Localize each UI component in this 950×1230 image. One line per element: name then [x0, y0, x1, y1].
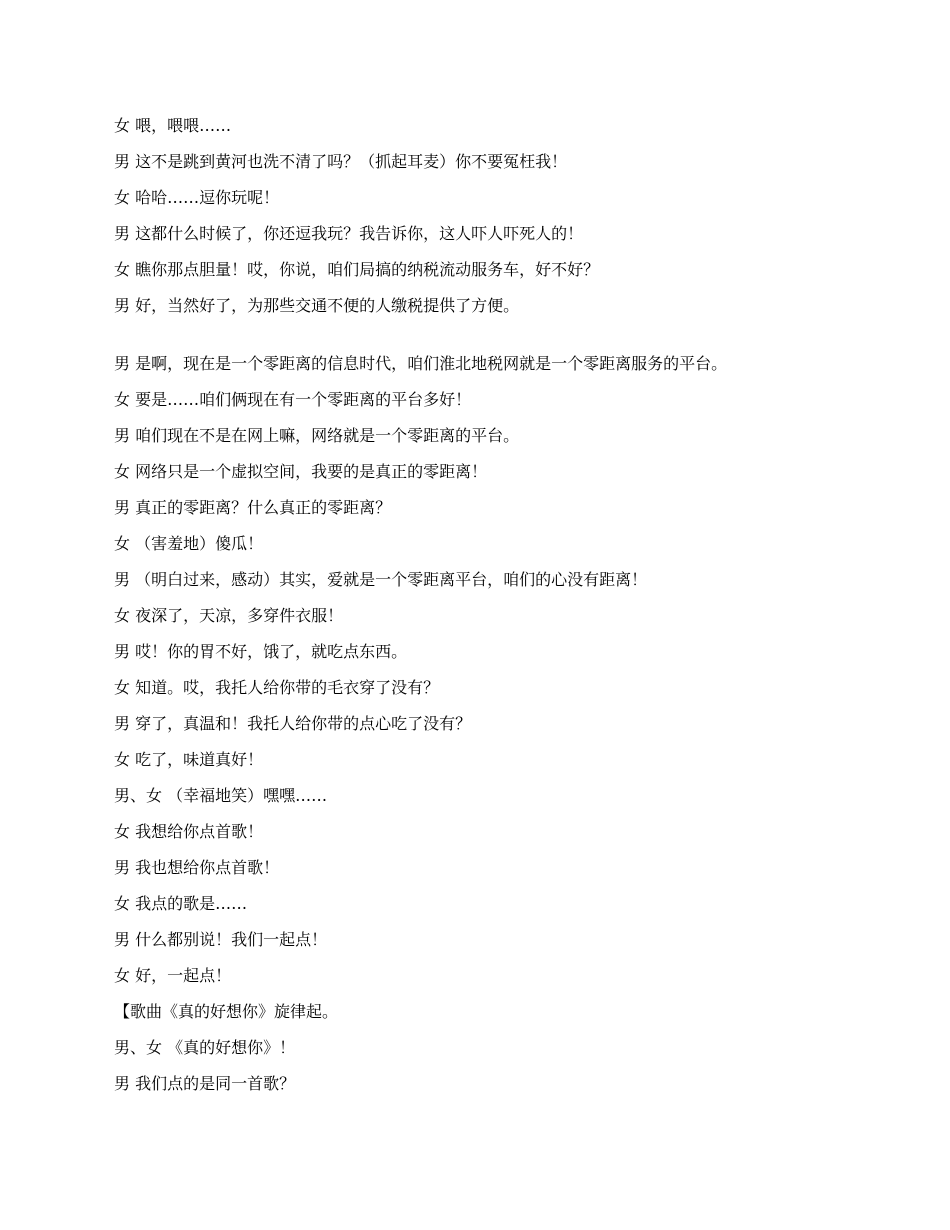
dialogue-line: 男 我也想给你点首歌！ — [114, 858, 280, 877]
dialogue-line: 女 喂，喂喂…… — [114, 116, 232, 135]
dialogue-line: 男 咱们现在不是在网上嘛，网络就是一个零距离的平台。 — [114, 426, 520, 445]
dialogue-script — [114, 108, 914, 1102]
dialogue-line: 女 我点的歌是…… — [114, 894, 248, 913]
dialogue-line: 男 是啊，现在是一个零距离的信息时代，咱们淮北地税网就是一个零距离服务的平台。 — [114, 354, 728, 373]
dialogue-line: 女 好，一起点！ — [114, 966, 232, 985]
dialogue-line: 男 我们点的是同一首歌？ — [114, 1074, 296, 1093]
dialogue-line: 男 什么都别说！我们一起点！ — [114, 930, 328, 949]
dialogue-line: 女 要是……咱们俩现在有一个零距离的平台多好！ — [114, 390, 472, 409]
dialogue-line: 男 （明白过来，感动）其实，爱就是一个零距离平台，咱们的心没有距离！ — [114, 570, 648, 589]
dialogue-line: 女 知道。哎，我托人给你带的毛衣穿了没有？ — [114, 678, 440, 697]
dialogue-line: 女 网络只是一个虚拟空间，我要的是真正的零距离！ — [114, 462, 488, 481]
dialogue-line: 女 哈哈……逗你玩呢！ — [114, 188, 280, 207]
dialogue-line: 男 好，当然好了，为那些交通不便的人缴税提供了方便。 — [114, 296, 520, 315]
dialogue-line: 男、女 《真的好想你》！ — [114, 1038, 296, 1057]
dialogue-line: 女 瞧你那点胆量！哎，你说，咱们局搞的纳税流动服务车，好不好？ — [114, 260, 600, 279]
dialogue-line: 女 （害羞地）傻瓜！ — [114, 534, 264, 553]
dialogue-line: 男、女 （幸福地笑）嘿嘿…… — [114, 786, 328, 805]
dialogue-line: 男 穿了，真温和！我托人给你带的点心吃了没有？ — [114, 714, 472, 733]
dialogue-line: 女 夜深了，天凉，多穿件衣服！ — [114, 606, 344, 625]
stage-direction: 【歌曲《真的好想你》旋律起。 — [114, 1002, 339, 1021]
dialogue-line: 女 吃了，味道真好！ — [114, 750, 264, 769]
dialogue-line: 男 哎！你的胃不好，饿了，就吃点东西。 — [114, 642, 408, 661]
paragraph-gap — [114, 324, 914, 346]
dialogue-line: 男 真正的零距离？什么真正的零距离？ — [114, 498, 392, 517]
dialogue-line: 男 这不是跳到黄河也洗不清了吗？（抓起耳麦）你不要冤枉我！ — [114, 152, 568, 171]
dialogue-line: 女 我想给你点首歌！ — [114, 822, 264, 841]
dialogue-line: 男 这都什么时候了，你还逗我玩？我告诉你，这人吓人吓死人的！ — [114, 224, 584, 243]
